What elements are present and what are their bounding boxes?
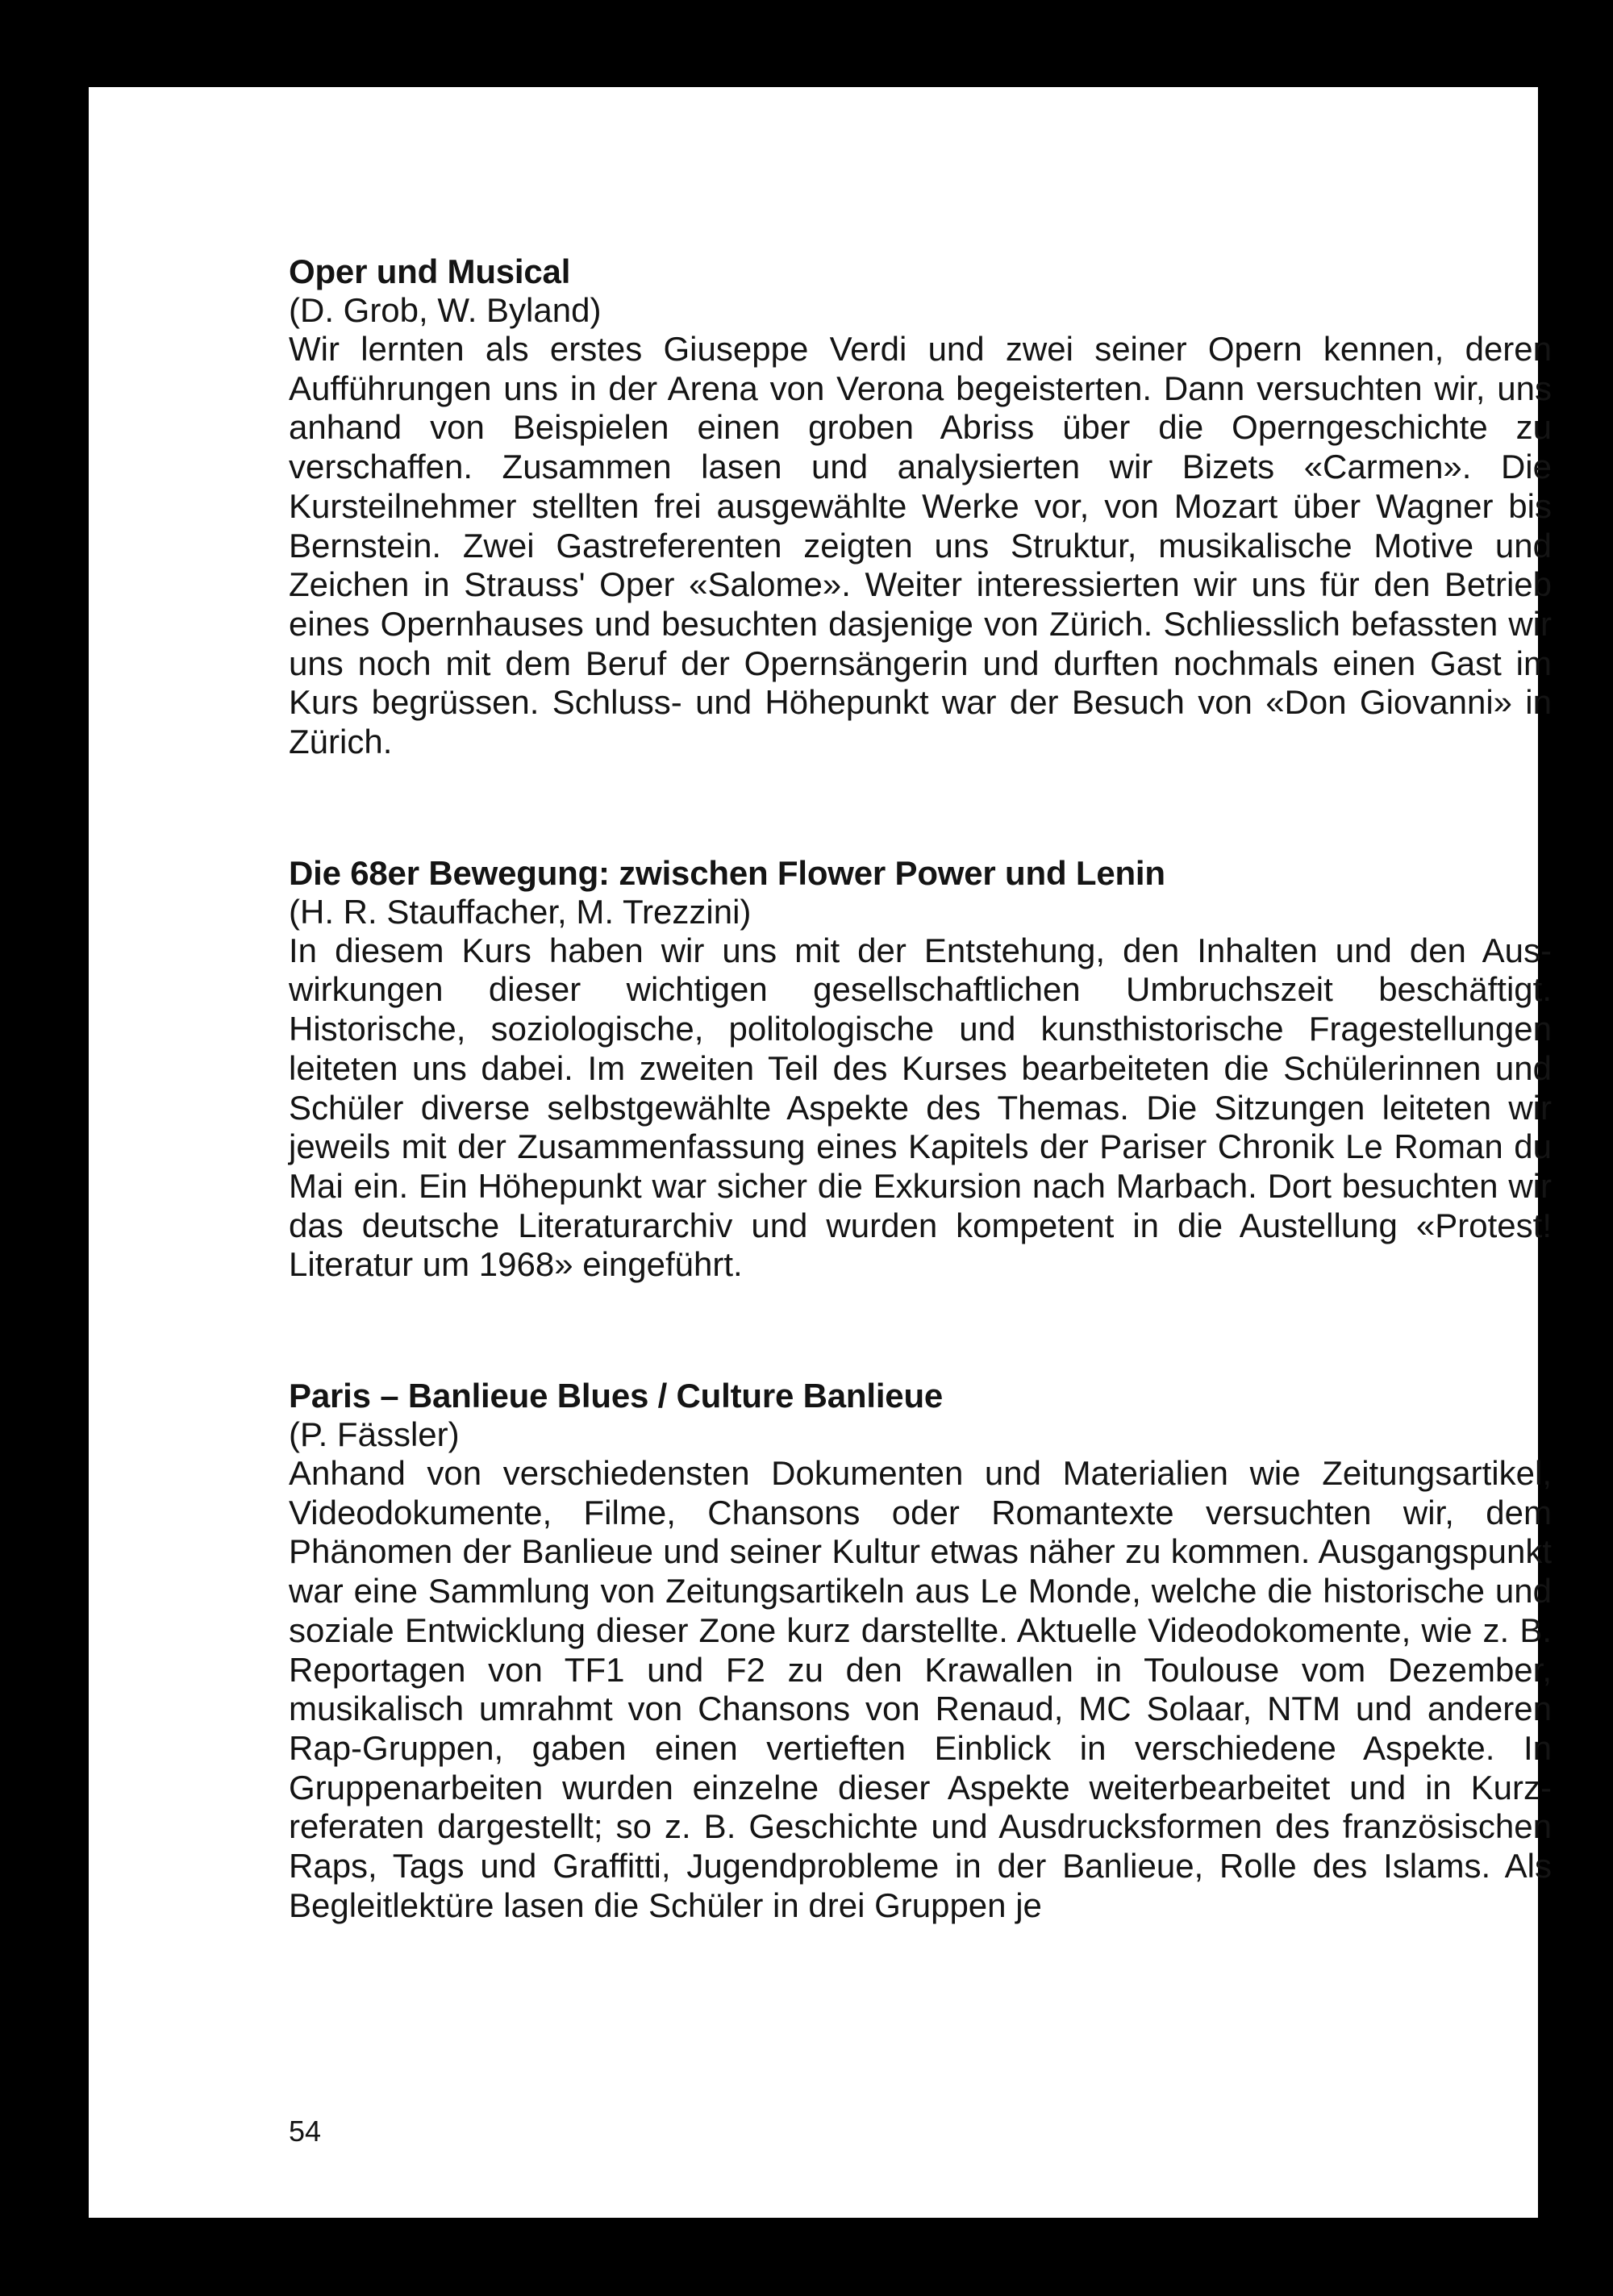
content-column <box>289 252 1552 1926</box>
section-body: Anhand von verschiedensten Dokumenten und Materialien wie Zeitungsartikel, Videodokumente, Filme, Chansons oder Romantexte versuchten wir, dem Phänomen der Banlieue und seiner Kultur etwas näher zu kommen. Ausgangspunkt war eine Sammlung von Zeitungsartikeln aus Le Monde, welche die historische und soziale Entwicklung dieser Zone kurz darstellte. Aktuelle Videodokomente, wie z. B. Reportagen von TF1 und F2 zu den Krawallen in Toulouse vom Dezember, musikalisch umrahmt von Chansons von Renaud, MC Solaar, NTM und anderen Rap-Gruppen, gaben einen vertieften Einblick in verschiedene Aspekte. In Gruppenarbeiten wurden einzelne dieser Aspekte weiterbearbeitet und in Kurzreferaten dargestellt; so z. B. Geschichte und Ausdrucksformen des französischen Raps, Tags und Graffitti, Jugendprobleme in der Banlieue, Rolle des Islams. Als Begleitlektüre lasen die Schüler in drei Gruppen je <box>289 1454 1552 1924</box>
section-68er-bewegung <box>289 854 1552 1285</box>
page-number: 54 <box>289 2115 322 2148</box>
section-paris-banlieue <box>289 1377 1552 1925</box>
section-oper-und-musical <box>289 252 1552 762</box>
section-body: Wir lernten als erstes Giuseppe Verdi und zwei seiner Opern kennen, deren Aufführungen uns in der Arena von Verona begeisterten. Dann versuchten wir, uns anhand von Beispielen einen groben Abriss über die Operngeschichte zu verschaffen. Zusammen lasen und analysierten wir Bizets «Carmen». Die Kursteilnehmer stellten frei ausgewählte Werke vor, von Mozart über Wagner bis Bernstein. Zwei Gastreferenten zeigten uns Struktur, musikalische Motive und Zeichen in Strauss' Oper «Salome». Weiter interessierten wir uns für den Betrieb eines Opernhauses und besuchten dasjenige von Zürich. Schliesslich befassten wir uns noch mit dem Beruf der Opernsängerin und durften nochmals einen Gast im Kurs begrüssen. Schluss- und Höhepunkt war der Besuch von «Don Giovanni» in Zürich. <box>289 330 1552 761</box>
section-authors: (D. Grob, W. Byland) <box>289 291 602 329</box>
section-authors: (H. R. Stauffacher, M. Trezzini) <box>289 892 752 931</box>
page <box>89 87 1552 2218</box>
section-authors: (P. Fässler) <box>289 1415 460 1454</box>
section-title: Paris – Banlieue Blues / Culture Banlieue <box>289 1377 944 1415</box>
section-title: Oper und Musical <box>289 252 571 290</box>
section-body: In diesem Kurs haben wir uns mit der Entstehung, den Inhalten und den Auswirkungen dieser wichtigen gesellschaftlichen Umbruchszeit beschäftigt. Historische, soziologische, politologische und kunsthistorische Fragestellungen leiteten uns dabei. Im zweiten Teil des Kurses bearbeiteten die Schülerinnen und Schüler diverse selbstgewählte Aspekte des Themas. Die Sitzungen leiteten wir jeweils mit der Zusammenfassung eines Kapitels der Pariser Chronik Le Roman du Mai ein. Ein Höhepunkt war sicher die Exkursion nach Marbach. Dort besuchten wir das deutsche Literaturarchiv und wurden kompetent in die Austellung «Protest! Literatur um 1968» eingeführt. <box>289 931 1552 1284</box>
section-title: Die 68er Bewegung: zwischen Flower Power und Lenin <box>289 853 1165 892</box>
